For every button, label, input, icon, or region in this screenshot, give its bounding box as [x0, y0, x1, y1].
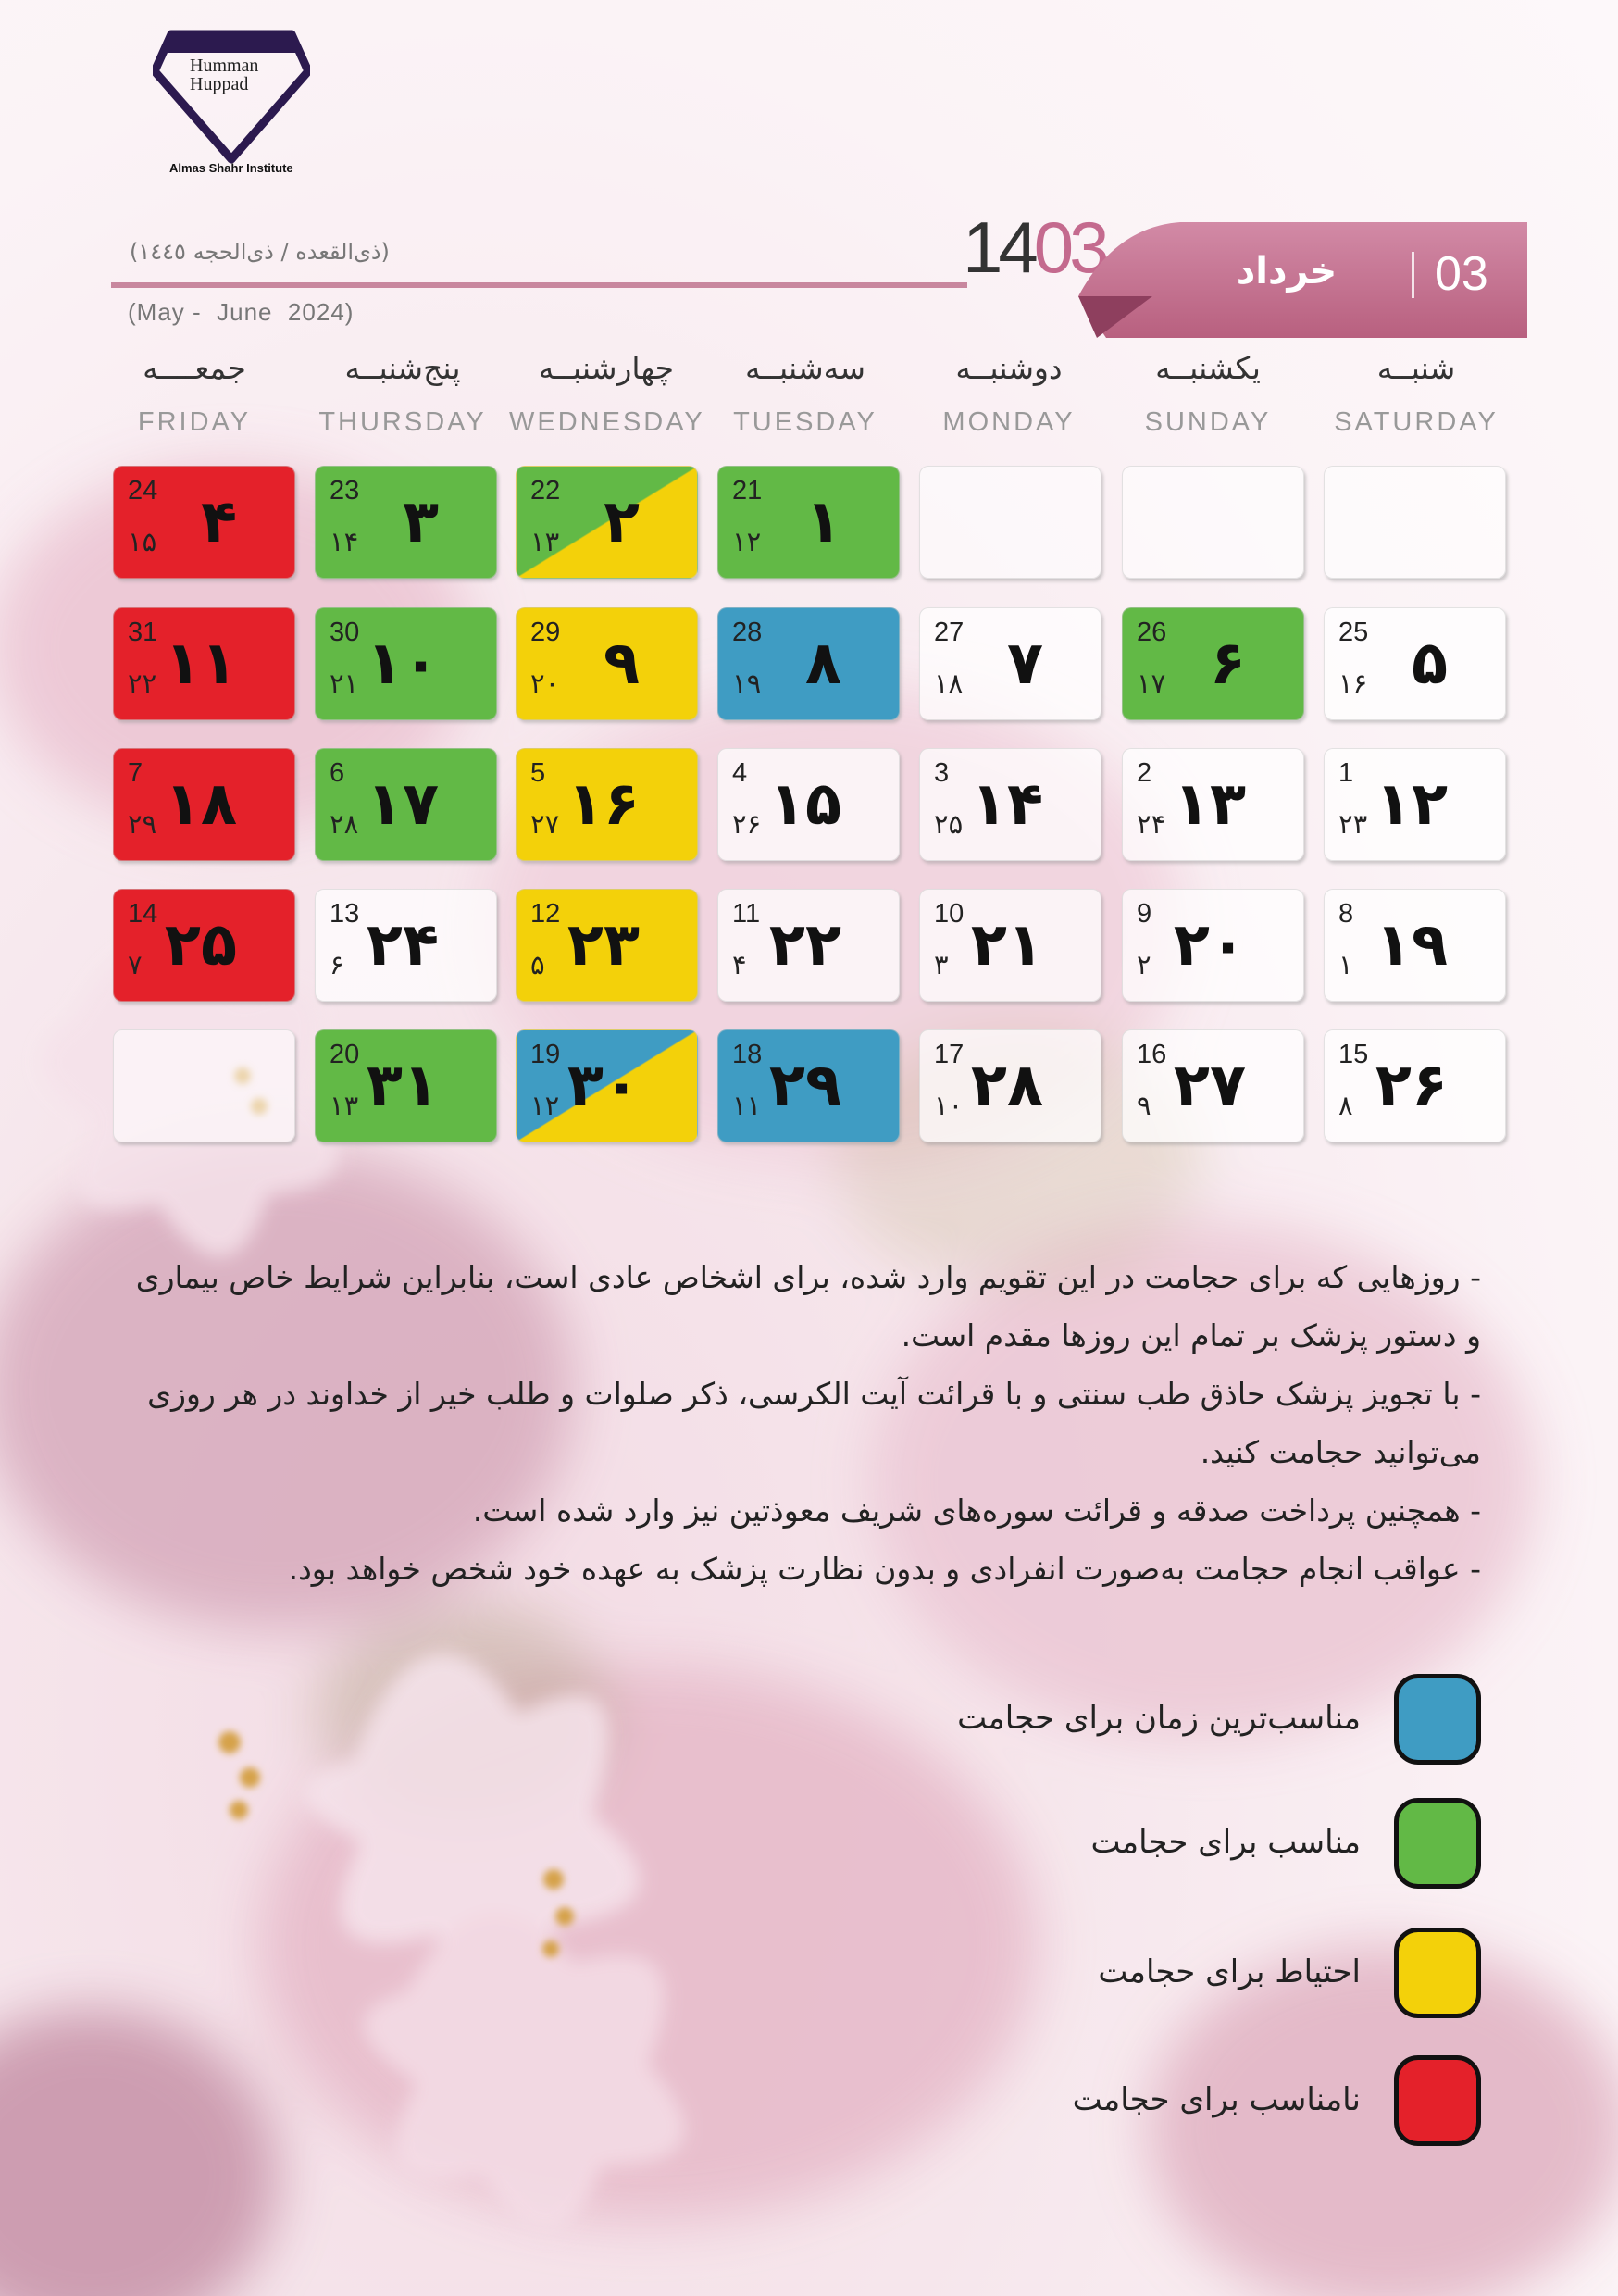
persian-day: ۱۷: [366, 770, 439, 839]
day-cell: [516, 1029, 698, 1142]
gregorian-day: 15: [1338, 1040, 1369, 1069]
gregorian-day: 1: [1338, 758, 1354, 788]
legend-label: مناسب‌ترین زمان برای حجامت: [957, 1700, 1361, 1737]
day-cell: [919, 748, 1101, 861]
hijri-day: ۱۵: [128, 526, 157, 557]
gregorian-day: 24: [128, 476, 158, 505]
day-cell: [315, 466, 497, 579]
day-cell: [315, 748, 497, 861]
persian-day: ۲۳: [566, 911, 640, 980]
gregorian-day: 16: [1137, 1040, 1167, 1069]
gregorian-day: 27: [934, 618, 965, 647]
day-cell: [919, 889, 1101, 1002]
legend-item-unsuitable: [926, 2055, 1481, 2157]
hijri-day: ۵: [530, 949, 545, 980]
weekday-sunday: [1111, 350, 1305, 438]
day-cell: [315, 889, 497, 1002]
day-cell: [315, 607, 497, 720]
weekday-tuesday: [708, 350, 902, 438]
year-part-b: 03: [1033, 206, 1105, 288]
day-cell: [516, 466, 698, 579]
note-line: - با تجویز پزشک حاذق طب سنتی و با قرائت آیت الکرسی، ذکر صلوات و طلب خیر از خداوند در هر روزی می‌توانید حجامت کنید.: [147, 1376, 1481, 1470]
hijri-day: ۱۲: [530, 1090, 560, 1121]
hijri-day: ۱۴: [330, 526, 359, 557]
day-cell: [315, 1029, 497, 1142]
day-cell: [1324, 748, 1506, 861]
hijri-day: ۲۶: [732, 808, 762, 840]
day-cell: [717, 1029, 900, 1142]
persian-day: ۱۶: [566, 770, 640, 839]
hijri-day: ۲۸: [330, 808, 359, 840]
month-number: 03: [1435, 247, 1488, 301]
day-cell: [113, 889, 295, 1002]
day-cell: [717, 466, 900, 579]
hijri-day: ۱۳: [330, 1090, 359, 1121]
weekday-en: FRIDAY: [137, 407, 252, 437]
persian-day: ۲۹: [768, 1052, 841, 1120]
gregorian-day: 28: [732, 618, 763, 647]
weekday-fa: دوشنبــه: [955, 350, 1063, 386]
day-cell: [717, 748, 900, 861]
legend-item-suitable: [926, 1798, 1481, 1900]
weekday-fa: شنبــه: [1376, 350, 1456, 386]
month-separator: [1412, 252, 1414, 298]
hijri-day: ۱۳: [530, 526, 560, 557]
weekday-fa: یکشنبــه: [1155, 350, 1261, 386]
hijri-day: ۳: [934, 949, 949, 980]
persian-day: ۲۱: [970, 911, 1043, 980]
day-cell: [717, 607, 900, 720]
gregorian-day: 30: [330, 618, 360, 647]
gregorian-day: 29: [530, 618, 561, 647]
hijri-day: ۱۰: [934, 1090, 964, 1121]
gregorian-day: 5: [530, 758, 546, 788]
legend-item-caution: [926, 1928, 1481, 2029]
persian-day: ۱۲: [1375, 770, 1448, 839]
gregorian-months: (May - June 2024): [128, 298, 355, 326]
persian-day: ۱۹: [1375, 911, 1448, 980]
weekday-en: TUESDAY: [733, 407, 877, 437]
hijri-day: ۲۷: [530, 808, 560, 840]
hijri-day: ۱۷: [1137, 668, 1166, 699]
hijri-day: ۱۱: [732, 1090, 762, 1121]
persian-day: ۲۴: [366, 911, 439, 980]
hijri-day: ۱۸: [934, 668, 964, 699]
legend-label: مناسب برای حجامت: [1090, 1824, 1361, 1861]
legend-label: نامناسب برای حجامت: [1072, 2081, 1361, 2118]
persian-day: ۱۱: [164, 630, 237, 698]
weekday-monday: [912, 350, 1106, 438]
legend-swatch: [1394, 1798, 1481, 1889]
note-line: - روزهایی که برای حجامت در این تقویم وارد شده، برای اشخاص عادی است، بنابراین شرایط خاص بیماری و دستور پزشک بر تمام این روزها مقدم است.: [135, 1259, 1481, 1354]
hijri-day: ۲۰: [530, 668, 560, 699]
weekday-en: THURSDAY: [318, 407, 487, 437]
weekday-thursday: [305, 350, 500, 438]
day-cell: [1324, 1029, 1506, 1142]
weekday-fa: سه‌شنبــه: [745, 350, 865, 386]
day-cell: [1122, 1029, 1304, 1142]
hijri-day: ۲۹: [128, 808, 157, 840]
hijri-day: ۸: [1338, 1090, 1353, 1121]
gregorian-day: 31: [128, 618, 158, 647]
hijri-day: ۲۵: [934, 808, 964, 840]
gregorian-day: 7: [128, 758, 143, 788]
persian-day: ۲۲: [768, 911, 841, 980]
weekday-wednesday: [509, 350, 703, 438]
year-part-a: 14: [963, 206, 1034, 288]
weekday-en: WEDNESDAY: [509, 407, 705, 437]
notes: [130, 1248, 1481, 1598]
persian-day: ۲۶: [1375, 1052, 1448, 1120]
hijri-day: ۱: [1338, 949, 1353, 980]
legend-swatch: [1394, 1928, 1481, 2018]
day-cell: [1122, 748, 1304, 861]
empty-day-cell: [1122, 466, 1304, 579]
day-cell: [717, 889, 900, 1002]
gregorian-day: 9: [1137, 899, 1152, 929]
note-line: - عواقب انجام حجامت به‌صورت انفرادی و بدون نظارت پزشک به عهده خود شخص خواهد بود.: [288, 1551, 1481, 1587]
gregorian-day: 12: [530, 899, 561, 929]
gregorian-day: 14: [128, 899, 158, 929]
persian-day: ۱: [804, 488, 841, 556]
month-tab: [1078, 222, 1527, 338]
persian-day: ۳۰: [566, 1052, 640, 1120]
gregorian-day: 21: [732, 476, 763, 505]
hijri-day: ۷: [128, 949, 143, 980]
gregorian-day: 3: [934, 758, 950, 788]
hijri-day: ۱۶: [1338, 668, 1368, 699]
hijri-day: ۶: [330, 949, 344, 980]
day-cell: [113, 607, 295, 720]
persian-day: ۴: [200, 488, 237, 556]
persian-day: ۵: [1411, 630, 1448, 698]
persian-day: ۲۵: [164, 911, 237, 980]
weekday-en: SUNDAY: [1144, 407, 1272, 437]
weekday-friday: [97, 350, 292, 438]
gregorian-day: 18: [732, 1040, 763, 1069]
legend-label: احتیاط برای حجامت: [1098, 1953, 1361, 1990]
hijri-day: ۲۲: [128, 668, 157, 699]
logo-institute-name: Almas Shahr Institute: [169, 161, 293, 175]
day-cell: [1324, 889, 1506, 1002]
gregorian-day: 13: [330, 899, 360, 929]
day-cell: [1122, 607, 1304, 720]
weekday-fa: پنج‌شنبــه: [344, 350, 461, 386]
gregorian-day: 26: [1137, 618, 1167, 647]
persian-day: ۱۰: [366, 630, 439, 698]
legend-item-best: [926, 1674, 1481, 1776]
gregorian-day: 22: [530, 476, 561, 505]
day-cell: [516, 607, 698, 720]
weekday-saturday: [1319, 350, 1513, 438]
gregorian-day: 2: [1137, 758, 1152, 788]
day-cell: [1122, 889, 1304, 1002]
day-cell: [919, 1029, 1101, 1142]
hijri-day: ۱۹: [732, 668, 762, 699]
gregorian-day: 23: [330, 476, 360, 505]
persian-day: ۲۰: [1173, 911, 1246, 980]
persian-day: ۹: [603, 630, 640, 698]
empty-day-cell: [919, 466, 1101, 579]
persian-day: ۲۸: [970, 1052, 1043, 1120]
legend-swatch: [1394, 1674, 1481, 1765]
persian-day: ۱۵: [768, 770, 841, 839]
gregorian-day: 10: [934, 899, 965, 929]
logo: [153, 20, 310, 182]
gregorian-day: 17: [934, 1040, 965, 1069]
month-name: خرداد: [1236, 250, 1338, 293]
hijri-day: ۴: [732, 949, 747, 980]
gregorian-day: 20: [330, 1040, 360, 1069]
header-rule: [111, 282, 967, 288]
day-cell: [516, 748, 698, 861]
hijri-day: ۲۴: [1137, 808, 1166, 840]
persian-day: ۱۸: [164, 770, 237, 839]
persian-day: ۱۴: [970, 770, 1043, 839]
day-cell: [919, 607, 1101, 720]
gregorian-day: 6: [330, 758, 345, 788]
persian-day: ۳۱: [366, 1052, 439, 1120]
day-cell: [516, 889, 698, 1002]
gregorian-day: 25: [1338, 618, 1369, 647]
weekday-en: SATURDAY: [1334, 407, 1499, 437]
gregorian-day: 8: [1338, 899, 1354, 929]
hijri-months: (ذی‌القعده / ذی‌الحجه ١٤٤٥): [130, 239, 390, 265]
hijri-day: ۲۳: [1338, 808, 1368, 840]
persian-day: ۲: [603, 488, 640, 556]
hijri-day: ۲۱: [330, 668, 359, 699]
hijri-day: ۲: [1137, 949, 1151, 980]
gregorian-day: 4: [732, 758, 748, 788]
empty-day-cell: [1324, 466, 1506, 579]
day-cell: [1324, 607, 1506, 720]
persian-day: ۶: [1209, 630, 1246, 698]
weekday-fa: جمعــــه: [143, 350, 246, 386]
weekday-fa: چهارشنبــه: [538, 350, 675, 386]
gregorian-day: 19: [530, 1040, 561, 1069]
persian-day: ۷: [1006, 630, 1043, 698]
legend-swatch: [1394, 2055, 1481, 2146]
persian-day: ۲۷: [1173, 1052, 1246, 1120]
logo-text-line1: Humman: [190, 56, 259, 76]
persian-day: ۱۳: [1173, 770, 1246, 839]
day-cell: [113, 466, 295, 579]
weekday-en: MONDAY: [942, 407, 1076, 437]
empty-day-cell: [113, 1029, 295, 1142]
hijri-day: ۱۲: [732, 526, 762, 557]
hijri-day: ۹: [1137, 1090, 1151, 1121]
note-line: - همچنین پرداخت صدقه و قرائت سوره‌های شریف معوذتین نیز وارد شده است.: [472, 1492, 1481, 1529]
logo-text-line2: Huppad: [190, 74, 249, 94]
gregorian-day: 11: [732, 899, 761, 929]
persian-day: ۳: [402, 488, 439, 556]
persian-day: ۸: [804, 630, 841, 698]
day-cell: [113, 748, 295, 861]
